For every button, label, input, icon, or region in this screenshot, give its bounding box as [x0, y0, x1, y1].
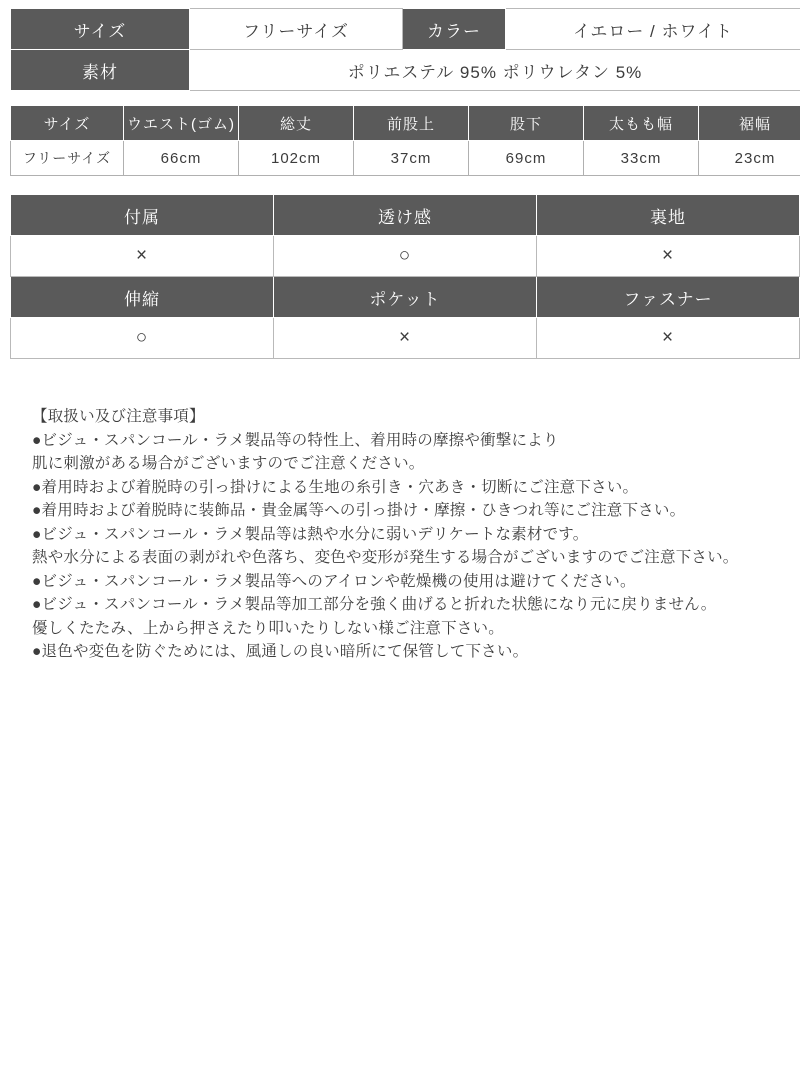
spec-header-size: サイズ: [11, 9, 190, 50]
attr-value-sheerness: ○: [274, 236, 537, 277]
spec-value-material: ポリエステル 95% ポリウレタン 5%: [190, 50, 800, 91]
spec-header-color: カラー: [403, 9, 506, 50]
attr-value-pocket: ×: [274, 318, 537, 359]
attr-value-accessory: ×: [11, 236, 274, 277]
care-instructions-line: 熱や水分による表面の剥がれや色落ち、変色や変形が発生する場合がございますのでご注意下さい。: [32, 549, 739, 567]
care-instructions-title: 【取扱い及び注意事項】: [32, 408, 205, 425]
measure-value-total-length: 102cm: [239, 141, 354, 176]
measure-value-front-rise: 37cm: [354, 141, 469, 176]
attr-header-zipper: ファスナー: [537, 277, 800, 318]
measure-header-hem-width: 裾幅: [699, 106, 800, 141]
care-instructions: [10, 405, 790, 664]
table-row: [11, 236, 800, 277]
attr-header-pocket: ポケット: [274, 277, 537, 318]
measure-value-inseam: 69cm: [469, 141, 584, 176]
measure-header-size: サイズ: [11, 106, 124, 141]
attr-value-zipper: ×: [537, 318, 800, 359]
attr-value-lining: ×: [537, 236, 800, 277]
spec-table: [10, 8, 800, 91]
care-instructions-line: ●ビジュ・スパンコール・ラメ製品等の特性上、着用時の摩擦や衝撃により: [32, 431, 559, 449]
care-instructions-line: ●ビジュ・スパンコール・ラメ製品等は熱や水分に弱いデリケートな素材です。: [32, 525, 589, 543]
spec-value-size: フリーサイズ: [190, 9, 403, 50]
attr-header-stretch: 伸縮: [11, 277, 274, 318]
spec-header-material: 素材: [11, 50, 190, 91]
table-row: [11, 141, 800, 176]
measure-header-front-rise: 前股上: [354, 106, 469, 141]
attr-header-sheerness: 透け感: [274, 195, 537, 236]
measure-header-thigh-width: 太もも幅: [584, 106, 699, 141]
care-instructions-line: ●ビジュ・スパンコール・ラメ製品等へのアイロンや乾燥機の使用は避けてください。: [32, 572, 636, 590]
attr-value-stretch: ○: [11, 318, 274, 359]
measure-value-waist: 66cm: [124, 141, 239, 176]
table-header-row: [11, 106, 800, 141]
attr-header-lining: 裏地: [537, 195, 800, 236]
table-row: [11, 50, 800, 91]
care-instructions-line: 優しくたたみ、上から押さえたり叩いたりしない様ご注意下さい。: [32, 619, 504, 637]
attr-header-accessory: 付属: [11, 195, 274, 236]
care-instructions-line: ●着用時および着脱時の引っ掛けによる生地の糸引き・穴あき・切断にご注意下さい。: [32, 478, 639, 496]
care-instructions-line: 肌に刺激がある場合がございますのでご注意ください。: [32, 455, 425, 473]
measurement-table: [10, 105, 800, 176]
table-header-row: [11, 195, 800, 236]
care-instructions-line: ●着用時および着脱時に装飾品・貴金属等への引っ掛け・摩擦・ひきつれ等にご注意下さい。: [32, 502, 686, 520]
spec-value-color: イエロー / ホワイト: [506, 9, 800, 50]
table-row: [11, 9, 800, 50]
attribute-table: [10, 194, 800, 359]
care-instructions-line: ●退色や変色を防ぐためには、風通しの良い暗所にて保管して下さい。: [32, 643, 529, 661]
measure-value-size: フリーサイズ: [11, 141, 124, 176]
care-instructions-line: ●ビジュ・スパンコール・ラメ製品等加工部分を強く曲げると折れた状態になり元に戻りません。: [32, 596, 717, 614]
measure-value-thigh-width: 33cm: [584, 141, 699, 176]
measure-header-waist: ウエスト(ゴム): [124, 106, 239, 141]
measure-header-inseam: 股下: [469, 106, 584, 141]
measure-header-total-length: 総丈: [239, 106, 354, 141]
table-row: [11, 318, 800, 359]
measure-value-hem-width: 23cm: [699, 141, 800, 176]
table-header-row: [11, 277, 800, 318]
